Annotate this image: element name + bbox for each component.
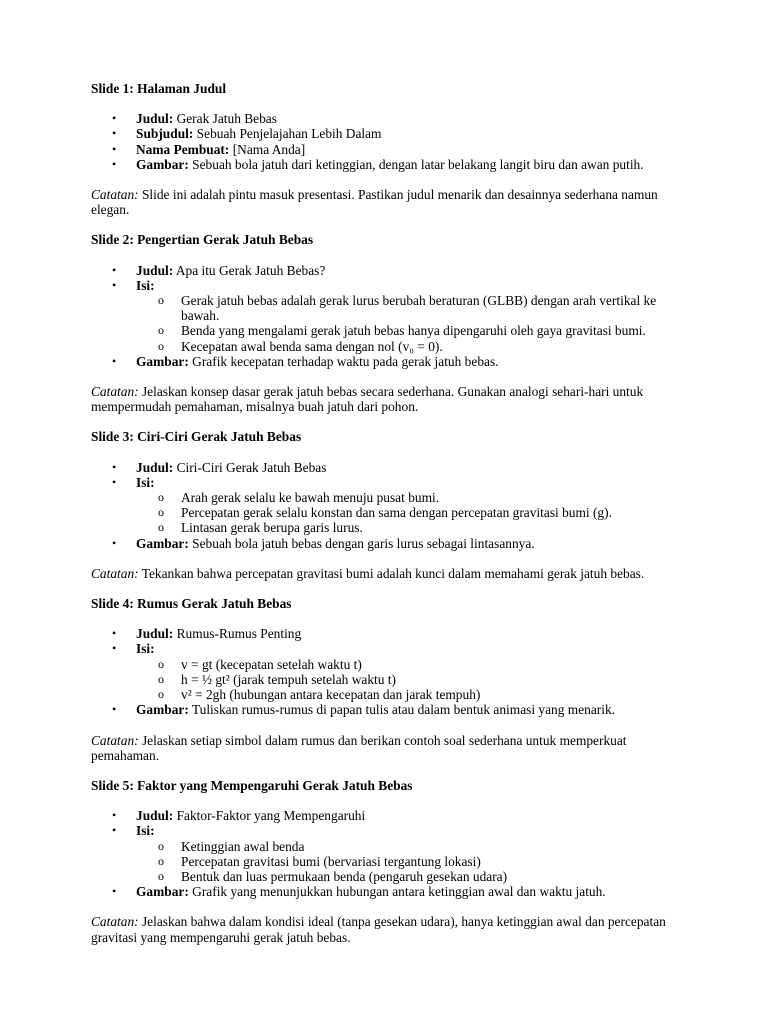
note-paragraph [91,566,681,581]
sub-list-item [158,293,681,324]
item-text: Tuliskan rumus-rumus di papan tulis atau dalam bentuk animasi yang menarik. [188,702,616,718]
note-paragraph [91,914,681,944]
item-label: Nama Pembuat: [136,141,230,157]
list-item [112,535,681,551]
item-label: Isi: [136,641,155,657]
item-text: Ciri-Ciri Gerak Jatuh Bebas [173,459,327,475]
item-label: Judul: [136,459,174,475]
sub-item-text: v = gt (kecepatan setelah waktu t) [181,656,362,672]
sub-item-text: Benda yang mengalami gerak jatuh bebas hanya dipengaruhi oleh gaya gravitasi bumi. [181,323,646,339]
slide-5-bullet-list [91,808,681,899]
item-label: Gambar: [136,353,189,369]
bullet-icon: • [112,262,117,277]
item-label: Isi: [136,474,155,490]
note-paragraph [91,384,681,414]
sub-item-text: Percepatan gravitasi bumi (bervariasi tergantung lokasi) [181,853,481,869]
bullet-icon: • [112,474,117,489]
sub-item-text: Gerak jatuh bebas adalah gerak lurus berubah beraturan (GLBB) dengan arah vertikal ke bawah. [181,293,657,324]
sub-bullet-icon: o [158,838,164,853]
slide-heading: Slide 3: Ciri-Ciri Gerak Jatuh Bebas [91,429,302,445]
list-item [112,111,681,127]
slide-heading: Slide 2: Pengertian Gerak Jatuh Bebas [91,232,314,248]
list-item [112,459,681,475]
bullet-icon: • [112,156,117,171]
slide-heading: Slide 5: Faktor yang Mempengaruhi Gerak Jatuh Bebas [91,777,413,793]
list-item [112,884,681,900]
sub-item-text: v² = 2gh (hubungan antara kecepatan dan jarak tempuh) [181,687,481,703]
sub-bullet-icon: o [158,323,164,338]
sub-list-item [158,490,681,506]
sub-list-item [158,338,681,354]
note-label: Catatan: [91,384,139,400]
bullet-icon: • [112,808,117,823]
note-label: Catatan: [91,565,139,581]
item-label: Isi: [136,277,155,293]
note-paragraph [91,187,681,217]
list-item [112,262,681,278]
sub-list-item [158,853,681,869]
sub-bullet-icon: o [158,490,164,505]
bullet-icon: • [112,535,117,550]
item-text: Sebuah bola jatuh bebas dengan garis lurus sebagai lintasannya. [188,535,535,551]
slide-1-bullet-list [91,111,681,172]
list-item [112,626,681,642]
note-text: Slide ini adalah pintu masuk presentasi. Pastikan judul menarik dan desainnya sederhana namun elegan. [91,187,658,218]
slide-3-bullet-list [91,460,681,551]
item-label: Gambar: [136,156,189,172]
sub-list-item [158,687,681,703]
slide-heading: Slide 4: Rumus Gerak Jatuh Bebas [91,596,292,612]
list-item [112,353,681,369]
bullet-icon: • [112,126,117,141]
sub-item-text: Ketinggian awal benda [181,838,305,854]
item-label: Judul: [136,808,174,824]
item-text: Faktor-Faktor yang Mempengaruhi [173,808,366,824]
list-item [112,808,681,824]
note-text: Jelaskan konsep dasar gerak jatuh bebas secara sederhana. Gunakan analogi sehari-hari untuk mempermudah pemahaman, misalnya buah jatuh dari pohon. [91,384,644,415]
sub-item-text: Lintasan gerak berupa garis lurus. [181,520,363,536]
item-label: Gambar: [136,535,189,551]
list-item [112,277,681,354]
bullet-icon: • [112,459,117,474]
sub-list-item [158,838,681,854]
sub-bullet-icon: o [158,671,164,686]
sub-list-item [158,505,681,521]
item-text: Rumus-Rumus Penting [173,626,302,642]
sub-bullet-icon: o [158,656,164,671]
sub-bullet-list [136,839,681,885]
sub-list-item [158,656,681,672]
bullet-icon: • [112,884,117,899]
sub-list-item [158,323,681,339]
item-label: Gambar: [136,884,189,900]
list-item [112,702,681,718]
item-text: Gerak Jatuh Bebas [173,111,277,127]
sub-bullet-icon: o [158,293,164,308]
slide-1-section [91,81,681,217]
sub-bullet-list [136,293,681,354]
note-label: Catatan: [91,187,139,203]
slide-2-section [91,232,681,414]
bullet-icon: • [112,823,117,838]
slide-4-section [91,596,681,763]
slide-4-bullet-list [91,626,681,717]
slide-2-bullet-list [91,263,681,369]
sub-item-text: Percepatan gerak selalu konstan dan sama dengan percepatan gravitasi bumi (g). [181,505,612,521]
item-label: Isi: [136,823,155,839]
item-label: Subjudul: [136,126,194,142]
sub-item-text: h = ½ gt² (jarak tempuh setelah waktu t) [181,671,396,687]
item-text: Grafik kecepatan terhadap waktu pada gerak jatuh bebas. [188,353,499,369]
list-item [112,641,681,703]
sub-bullet-icon: o [158,505,164,520]
item-text: Sebuah Penjelajahan Lebih Dalam [193,126,382,142]
item-text: Sebuah bola jatuh dari ketinggian, dengan latar belakang langit biru dan awan putih. [188,156,644,172]
note-paragraph [91,733,681,763]
sub-list-item [158,868,681,884]
sub-bullet-icon: o [158,338,164,353]
document-page [91,81,681,960]
sub-bullet-icon: o [158,853,164,868]
bullet-icon: • [112,641,117,656]
note-label: Catatan: [91,914,139,930]
bullet-icon: • [112,111,117,126]
sub-item-text: Bentuk dan luas permukaan benda (pengaruh gesekan udara) [181,868,508,884]
slide-3-section [91,429,681,581]
bullet-icon: • [112,353,117,368]
sub-bullet-list [136,657,681,703]
item-text: Grafik yang menunjukkan hubungan antara ketinggian awal dan waktu jatuh. [188,884,606,900]
sub-bullet-icon: o [158,868,164,883]
item-label: Gambar: [136,702,189,718]
bullet-icon: • [112,277,117,292]
sub-list-item [158,520,681,536]
sub-item-text: Kecepatan awal benda sama dengan nol (v₀ = 0). [181,338,443,354]
slide-5-section [91,778,681,945]
note-text: Jelaskan setiap simbol dalam rumus dan berikan contoh soal sederhana untuk memperkuat pemahaman. [91,732,627,763]
item-label: Judul: [136,262,174,278]
list-item [112,141,681,157]
list-item [112,474,681,536]
list-item [112,126,681,142]
bullet-icon: • [112,626,117,641]
sub-list-item [158,671,681,687]
item-text: [Nama Anda] [229,141,306,157]
note-label: Catatan: [91,732,139,748]
sub-bullet-icon: o [158,520,164,535]
list-item [112,156,681,172]
item-text: Apa itu Gerak Jatuh Bebas? [173,262,326,278]
list-item [112,823,681,884]
note-text: Tekankan bahwa percepatan gravitasi bumi adalah kunci dalam memahami gerak jatuh bebas. [138,565,645,581]
sub-item-text: Arah gerak selalu ke bawah menuju pusat bumi. [181,490,440,506]
slide-heading: Slide 1: Halaman Judul [91,81,227,96]
item-label: Judul: [136,626,174,642]
sub-bullet-icon: o [158,687,164,702]
sub-bullet-list [136,490,681,536]
bullet-icon: • [112,702,117,717]
bullet-icon: • [112,141,117,156]
item-label: Judul: [136,111,174,127]
note-text: Jelaskan bahwa dalam kondisi ideal (tanpa gesekan udara), hanya ketinggian awal dan percepatan gravitasi yang mempengaruhi gerak jatuh bebas. [91,914,666,945]
